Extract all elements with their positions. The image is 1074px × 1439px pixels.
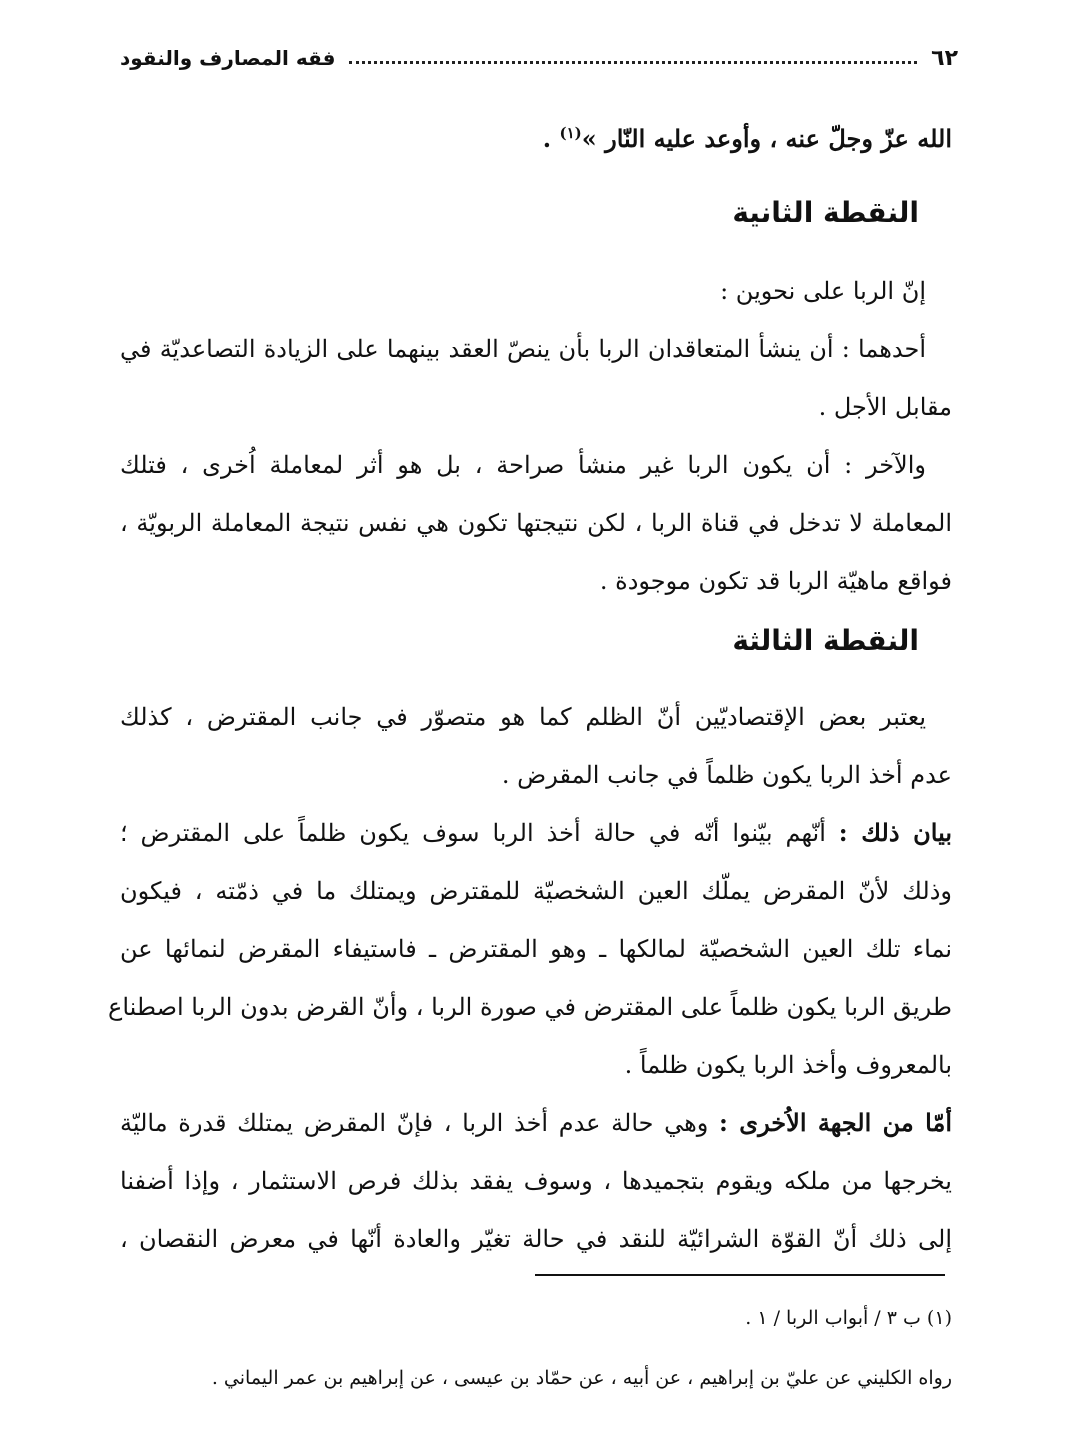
section2-body xyxy=(120,262,952,610)
paragraph-line xyxy=(120,804,952,862)
quote-ending: الله عزّ وجلّ عنه ، وأوعد عليه النّار » xyxy=(581,124,952,153)
paragraph-line: إنّ الربا على نحوين : xyxy=(720,277,926,305)
book-title: فقه المصارف والنقود xyxy=(120,46,336,70)
footnote-separator xyxy=(535,1274,945,1276)
paragraph-line: بالمعروف وأخذ الربا يكون ظلماً . xyxy=(624,1051,952,1079)
section3-body xyxy=(108,688,953,1268)
footnote-line: (١) ب ٣ / أبواب الربا / ١ . xyxy=(745,1307,952,1329)
line-text: أنّهم بيّنوا أنّه في حالة أخذ الربا سوف يكون ظلماً على المقترض ؛ xyxy=(120,819,839,847)
quote-end-mark: . xyxy=(542,124,560,153)
paragraph-line: وذلك لأنّ المقرض يملّك العين الشخصيّة للمقترض ويمتلك ما في ذمّته ، فيكون xyxy=(120,877,952,905)
line-text: وهي حالة عدم أخذ الربا ، فإنّ المقرض يمتلك قدرة ماليّة xyxy=(120,1109,720,1137)
paragraph-line: نماء تلك العين الشخصيّة لمالكها ـ وهو المقترض ـ فاستيفاء المقرض لنمائها عن xyxy=(120,935,952,963)
footnote-line: رواه الكليني عن عليّ بن إبراهيم ، عن أبيه ، عن حمّاد بن عيسى ، عن إبراهيم بن عمر اليماني . xyxy=(211,1367,952,1389)
paragraph-line: يخرجها من ملكه ويقوم بتجميدها ، وسوف يفقد بذلك فرص الاستثمار ، وإذا أضفنا xyxy=(120,1167,952,1195)
paragraph-line xyxy=(120,1094,952,1152)
paragraph-line: إلى ذلك أنّ القوّة الشرائيّة للنقد في حالة تغيّر والعادة أنّها في معرض النقصان ، xyxy=(120,1225,952,1253)
paragraph-line: المعاملة لا تدخل في قناة الربا ، لكن نتيجتها تكون هي نفس نتيجة المعاملة الربويّة ، xyxy=(120,509,952,537)
paragraph-line: مقابل الأجل . xyxy=(818,393,952,421)
paragraph-line: أحدهما : أن ينشأ المتعاقدان الربا بأن ينصّ العقد بينهما على الزيادة التصاعديّة في xyxy=(120,335,926,363)
opening-line xyxy=(120,104,952,168)
lead-phrase: أمّا من الجهة الاُخرى : xyxy=(719,1108,952,1137)
paragraph-line: يعتبر بعض الإقتصاديّين أنّ الظلم كما هو متصوّر في جانب المقترض ، كذلك xyxy=(120,703,926,731)
footnote-reference: (١) xyxy=(559,124,582,142)
section-heading-second-point: النقطة الثانية xyxy=(732,196,919,229)
lead-phrase: بيان ذلك : xyxy=(838,818,953,847)
section-heading-third-point: النقطة الثالثة xyxy=(732,624,919,657)
paragraph-line: عدم أخذ الربا يكون ظلماً في جانب المقرض . xyxy=(501,761,952,789)
dotted-leader xyxy=(349,61,917,64)
paragraph-line: طريق الربا يكون ظلماً على المقترض في صورة الربا ، وأنّ القرض بدون الربا اصطناع xyxy=(108,993,952,1021)
paragraph-line: والآخر : أن يكون الربا غير منشأ صراحة ، بل هو أثر لمعاملة اُخرى ، فتلك xyxy=(120,451,926,479)
footnotes xyxy=(120,1288,952,1408)
paragraph-line: فواقع ماهيّة الربا قد تكون موجودة . xyxy=(599,567,952,595)
page-number: ٦٢ xyxy=(931,45,958,71)
running-header xyxy=(120,38,958,78)
